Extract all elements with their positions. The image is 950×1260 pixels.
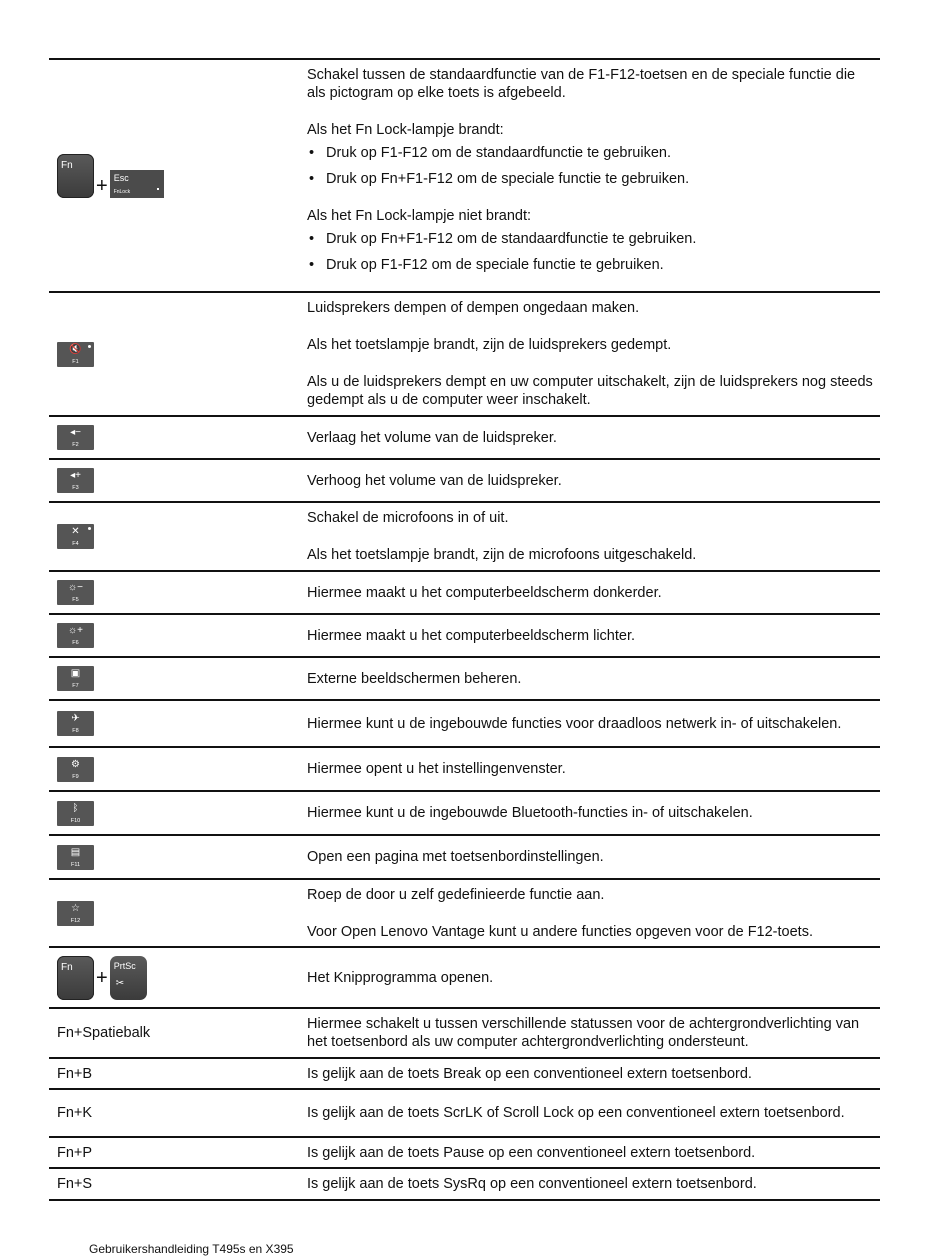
description-cell [307, 417, 880, 458]
table-row [49, 1090, 880, 1138]
description-cell [307, 615, 880, 656]
volume-up-icon: ◂+ [70, 470, 81, 481]
description-cell [307, 60, 880, 280]
key-cell [57, 460, 297, 501]
key-cell [57, 1059, 297, 1088]
table-row [49, 572, 880, 615]
description-cell [307, 572, 880, 613]
description-text: Externe beeldschermen beheren. [307, 670, 522, 687]
key-cell [57, 1169, 297, 1199]
key-cell [57, 880, 297, 946]
description-cell [307, 1169, 880, 1199]
key-cell [57, 836, 297, 878]
function-key-f4 [57, 524, 94, 549]
description-text: Is gelijk aan de toets SysRq op een conventioneel extern toetsenbord. [307, 1176, 757, 1192]
description-text: Verlaag het volume van de luidspreker. [307, 429, 557, 446]
esc-fnlock-key [110, 170, 164, 198]
function-key-f6 [57, 623, 94, 648]
description-text: Verhoog het volume van de luidspreker. [307, 472, 562, 489]
description-text: Als het Fn Lock-lampje brandt: [307, 122, 504, 138]
key-label: F7 [72, 683, 79, 689]
description-cell [307, 1059, 880, 1088]
description-cell [307, 748, 880, 790]
function-key-f9 [57, 757, 94, 782]
function-key-f10 [57, 801, 94, 826]
keyboard-icon: ▤ [70, 846, 81, 858]
bullet-list [307, 144, 876, 188]
key-combination: Fn+S [57, 1176, 93, 1192]
key-label: F2 [72, 442, 79, 448]
description-cell [307, 836, 880, 878]
key-combination: Fn+Spatiebalk [57, 1025, 151, 1041]
brightness-up-icon: ☼+ [67, 625, 83, 636]
description-text: Roep de door u zelf gedefinieerde functie aan. [307, 887, 605, 903]
indicator-light-icon [88, 527, 91, 530]
description-text: Open een pagina met toetsenbordinstellingen. [307, 849, 604, 865]
description-cell [307, 293, 880, 415]
key-cell [57, 1138, 297, 1167]
table-row [49, 1138, 880, 1169]
volume-down-icon: ◂− [70, 427, 81, 438]
fn-key [57, 956, 94, 1000]
speaker-mute-icon: 🔇 [69, 343, 82, 355]
table-row [49, 701, 880, 748]
list-item: • Druk op F1-F12 om de speciale functie te gebruiken. [307, 256, 876, 274]
table-row [49, 1169, 880, 1201]
key-label: F9 [72, 773, 79, 780]
description-text: Is gelijk aan de toets Break op een conventioneel extern toetsenbord. [307, 1065, 752, 1082]
prtsc-key [110, 956, 147, 1000]
external-display-icon: ▣ [70, 668, 81, 679]
description-text: Voor Open Lenovo Vantage kunt u andere functies opgeven voor de F12-toets. [307, 924, 813, 940]
description-text: Hiermee maakt u het computerbeeldscherm donkerder. [307, 584, 662, 601]
key-label: Fn [61, 159, 73, 171]
table-row [49, 615, 880, 658]
description-text: Hiermee schakelt u tussen verschillende statussen voor de achtergrondverlichting van het toetsenbord als uw computer achtergrondverlichting ondersteunt. [307, 1016, 860, 1050]
description-cell [307, 1090, 880, 1136]
brightness-down-icon: ☼− [67, 582, 83, 593]
indicator-light-icon [88, 345, 91, 348]
key-label: Esc [113, 172, 129, 183]
table-row [49, 658, 880, 701]
description-text: Als het Fn Lock-lampje niet brandt: [307, 208, 532, 224]
key-cell [57, 60, 297, 291]
list-item: • Druk op Fn+F1-F12 om de standaardfunctie te gebruiken. [307, 230, 876, 248]
key-cell [57, 1090, 297, 1136]
description-text: Het Knipprogramma openen. [307, 969, 494, 986]
key-combination: Fn+B [57, 1065, 93, 1082]
description-text: Als het toetslampje brandt, zijn de luidsprekers gedempt. [307, 337, 672, 353]
key-label: F3 [72, 485, 79, 491]
description-text: Hiermee maakt u het computerbeeldscherm lichter. [307, 627, 636, 644]
bullet-list [307, 230, 876, 274]
description-cell [307, 460, 880, 501]
table-row [49, 948, 880, 1009]
wireless-off-icon: ✈ [71, 713, 80, 724]
table-row [49, 60, 880, 293]
bluetooth-icon: ᛒ [72, 802, 79, 814]
key-label: F4 [72, 541, 79, 547]
key-cell [57, 572, 297, 613]
table-row [49, 293, 880, 417]
function-key-f3 [57, 468, 94, 493]
table-row [49, 880, 880, 948]
description-text: Als het toetslampje brandt, zijn de microfoons uitgeschakeld. [307, 547, 697, 563]
key-cell [57, 748, 297, 790]
table-row [49, 836, 880, 880]
description-text: Als u de luidsprekers dempt en uw computer uitschakelt, zijn de luidsprekers nog steeds gedempt als u de computer weer inschakelt. [307, 374, 873, 408]
list-item: • Druk op F1-F12 om de standaardfunctie te gebruiken. [307, 144, 876, 162]
table-row [49, 503, 880, 572]
function-key-f2 [57, 425, 94, 450]
description-cell [307, 1138, 880, 1167]
fn-key [57, 154, 94, 198]
key-label: F6 [72, 640, 79, 646]
description-cell [307, 948, 880, 1007]
table-row [49, 1059, 880, 1090]
key-cell [57, 948, 297, 1007]
key-label: F11 [70, 861, 81, 868]
description-text: Schakel de microfoons in of uit. [307, 510, 509, 526]
key-cell [57, 503, 297, 570]
key-label: F5 [72, 597, 79, 603]
function-key-f5 [57, 580, 94, 605]
function-key-f7 [57, 666, 94, 691]
function-key-f1 [57, 342, 94, 367]
description-cell [307, 658, 880, 699]
key-label: F10 [70, 817, 81, 824]
key-sublabel: FnLock [113, 188, 131, 195]
settings-icon: ⚙ [71, 758, 80, 770]
key-label: F1 [72, 358, 79, 365]
description-cell [307, 880, 880, 947]
description-text: Hiermee kunt u de ingebouwde Bluetooth-functies in- of uitschakelen. [307, 805, 753, 821]
key-label: F8 [72, 728, 79, 734]
plus-sign: + [96, 174, 108, 197]
key-cell [57, 417, 297, 458]
key-label: Fn [61, 961, 73, 973]
key-combination: Fn+K [57, 1105, 93, 1121]
list-item: • Druk op Fn+F1-F12 om de speciale functie te gebruiken. [307, 170, 876, 188]
function-key-f12 [57, 901, 94, 926]
function-key-f11 [57, 845, 94, 870]
table-row [49, 417, 880, 460]
star-icon: ☆ [71, 902, 80, 914]
table-row [49, 460, 880, 503]
key-cell [57, 615, 297, 656]
function-key-f8 [57, 711, 94, 736]
key-cell [57, 658, 297, 699]
description-text: Is gelijk aan de toets ScrLK of Scroll Lock op een conventioneel extern toetsenbord. [307, 1105, 845, 1121]
key-combo [57, 956, 147, 1000]
description-cell [307, 1009, 880, 1057]
description-cell [307, 701, 880, 746]
key-combination: Fn+P [57, 1144, 93, 1161]
key-cell [57, 1009, 297, 1057]
description-cell [307, 503, 880, 570]
key-combo [57, 154, 164, 198]
snipping-tool-icon: ✂ [115, 977, 125, 989]
description-text: Hiermee kunt u de ingebouwde functies voor draadloos netwerk in- of uitschakelen. [307, 715, 842, 732]
key-label: PrtSc [113, 960, 136, 971]
page-footer: Gebruikershandleiding T495s en X395 [89, 1242, 294, 1256]
description-text: Luidsprekers dempen of dempen ongedaan maken. [307, 300, 640, 316]
plus-sign: + [96, 966, 108, 989]
key-label: F12 [70, 917, 81, 924]
table-row [49, 1009, 880, 1059]
description-cell [307, 792, 880, 834]
function-key-table [49, 58, 880, 1201]
table-row [49, 748, 880, 792]
key-cell [57, 792, 297, 834]
key-cell [57, 293, 297, 415]
table-row [49, 792, 880, 836]
microphone-mute-icon: ✕ [71, 526, 80, 537]
description-text: Schakel tussen de standaardfunctie van de F1-F12-toetsen en de speciale functie die als pictogram op elke toets is afgebeeld. [307, 67, 856, 101]
description-text: Hiermee opent u het instellingenvenster. [307, 761, 566, 777]
key-cell [57, 701, 297, 746]
description-text: Is gelijk aan de toets Pause op een conventioneel extern toetsenbord. [307, 1144, 756, 1161]
indicator-light-icon [157, 188, 159, 190]
